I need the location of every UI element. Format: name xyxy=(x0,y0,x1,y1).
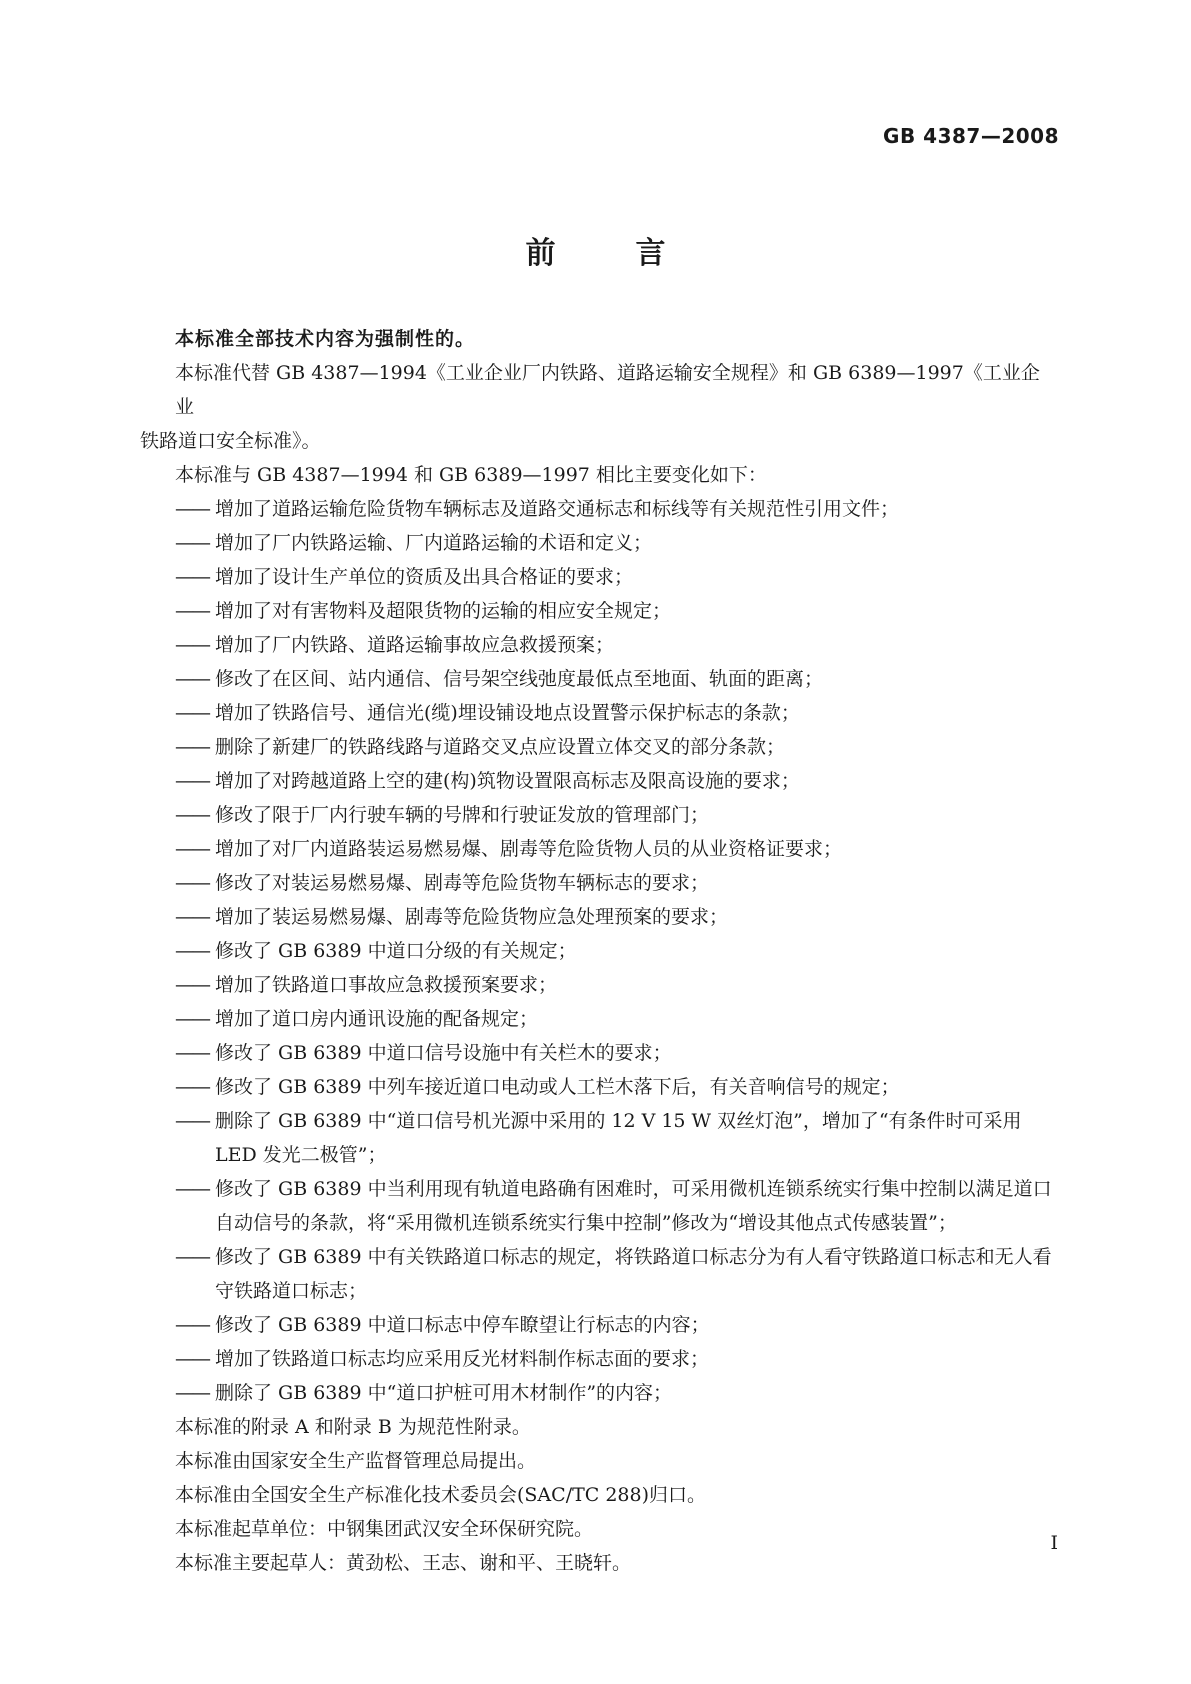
list-item: —— 修改了 GB 6389 中道口信号设施中有关栏木的要求； xyxy=(175,1042,672,1064)
list-item: —— 增加了道路运输危险货物车辆标志及道路交通标志和标线等有关规范性引用文件； xyxy=(175,498,900,520)
list-item: —— 删除了 GB 6389 中“道口信号机光源中采用的 12 V 15 W 双丝灯泡”，增加了“有条件时可采用 LED 发光二极管”； xyxy=(175,1110,1022,1166)
list-item: —— 删除了新建厂的铁路线路与道路交叉点应设置立体交叉的部分条款； xyxy=(175,736,786,758)
list-item: —— 修改了对装运易燃易爆、剧毒等危险货物车辆标志的要求； xyxy=(175,872,710,894)
list-item: —— 增加了设计生产单位的资质及出具合格证的要求； xyxy=(175,566,634,588)
mandatory-statement: 本标准全部技术内容为强制性的。 xyxy=(175,328,476,350)
list-item: —— 修改了 GB 6389 中道口分级的有关规定； xyxy=(175,940,577,962)
list-item: —— 增加了铁路道口事故应急救援预案要求； xyxy=(175,974,558,996)
appendix-statement: 本标准的附录 A 和附录 B 为规范性附录。 xyxy=(175,1416,531,1438)
list-item: —— 增加了对厂内道路装运易燃易爆、剧毒等危险货物人员的从业资格证要求； xyxy=(175,838,843,860)
list-item: —— 修改了 GB 6389 中有关铁路道口标志的规定，将铁路道口标志分为有人看守铁路道口标志和无人看守铁路道口标志； xyxy=(175,1246,1052,1302)
changes-list xyxy=(175,492,1057,1410)
foreword-body xyxy=(140,322,1057,1580)
page-title xyxy=(0,228,1191,272)
list-item: —— 增加了对有害物料及超限货物的运输的相应安全规定； xyxy=(175,600,672,622)
list-item: —— 增加了厂内铁路、道路运输事故应急救援预案； xyxy=(175,634,615,656)
page-number: I xyxy=(1050,1532,1058,1554)
list-item: —— 增加了铁路道口标志均应采用反光材料制作标志面的要求； xyxy=(175,1348,710,1370)
list-item: —— 增加了对跨越道路上空的建(构)筑物设置限高标志及限高设施的要求； xyxy=(175,770,800,792)
title-char-1: 前 xyxy=(525,236,556,271)
replaces-line-2: 铁路道口安全标准》。 xyxy=(140,430,321,452)
list-item: —— 修改了 GB 6389 中列车接近道口电动或人工栏木落下后，有关音响信号的规定； xyxy=(175,1076,900,1098)
list-item: —— 修改了在区间、站内通信、信号架空线弛度最低点至地面、轨面的距离； xyxy=(175,668,824,690)
list-item: —— 修改了限于厂内行驶车辆的号牌和行驶证发放的管理部门； xyxy=(175,804,710,826)
title-char-2: 言 xyxy=(635,236,666,271)
list-item: —— 增加了道口房内通讯设施的配备规定； xyxy=(175,1008,539,1030)
proposed-by: 本标准由国家安全生产监督管理总局提出。 xyxy=(175,1450,537,1472)
replaces-line-1: 本标准代替 GB 4387—1994《工业企业厂内铁路、道路运输安全规程》和 GB 6389—1997《工业企业 xyxy=(175,362,1040,418)
drafting-unit: 本标准起草单位：中钢集团武汉安全环保研究院。 xyxy=(175,1518,594,1540)
list-item: —— 增加了厂内铁路运输、厂内道路运输的术语和定义； xyxy=(175,532,653,554)
standard-number: GB 4387—2008 xyxy=(883,124,1059,148)
centralized-by: 本标准由全国安全生产标准化技术委员会(SAC/TC 288)归口。 xyxy=(175,1484,707,1506)
changes-intro: 本标准与 GB 4387—1994 和 GB 6389—1997 相比主要变化如下： xyxy=(175,464,767,486)
list-item: —— 删除了 GB 6389 中“道口护桩可用木材制作”的内容； xyxy=(175,1382,673,1404)
list-item: —— 增加了装运易燃易爆、剧毒等危险货物应急处理预案的要求； xyxy=(175,906,729,928)
list-item: —— 修改了 GB 6389 中当利用现有轨道电路确有困难时，可采用微机连锁系统实行集中控制以满足道口自动信号的条款，将“采用微机连锁系统实行集中控制”修改为“增设其他点式传感装置”； xyxy=(175,1178,1052,1234)
list-item: —— 增加了铁路信号、通信光(缆)埋设铺设地点设置警示保护标志的条款； xyxy=(175,702,800,724)
list-item: —— 修改了 GB 6389 中道口标志中停车瞭望让行标志的内容； xyxy=(175,1314,710,1336)
drafters: 本标准主要起草人：黄劲松、王志、谢和平、王晓轩。 xyxy=(175,1552,632,1574)
